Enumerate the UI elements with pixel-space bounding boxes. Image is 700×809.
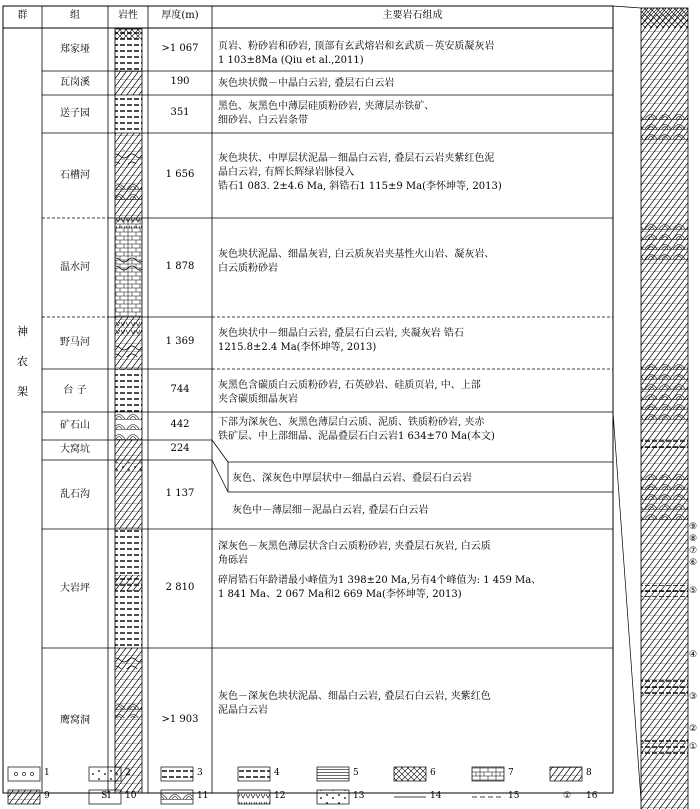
formation-name: 台 子 [63, 384, 87, 396]
description-line: 锆石1 083. 2±4.6 Ma, 斜锆石1 115±9 Ma(李怀坤等, 2013) [218, 181, 502, 192]
legend-number: 15 [508, 791, 520, 801]
formation-name: 瓦岗溪 [60, 77, 90, 88]
formation-thickness: 351 [170, 107, 190, 118]
legend-number: 16 [586, 791, 598, 801]
lithology-column [115, 29, 142, 793]
header-formation: 组 [70, 10, 80, 21]
legend-number: 6 [430, 768, 436, 778]
formation-name: 矿石山 [60, 420, 90, 431]
header-thickness: 厚度(m) [161, 10, 199, 21]
header-group: 群 [17, 10, 28, 21]
formation-description [232, 472, 610, 486]
description-line: 1 841 Ma、2 067 Ma和2 669 Ma(李怀坤等, 2013) [218, 589, 462, 600]
legend-number: 8 [586, 768, 592, 778]
legend-number: 5 [353, 768, 359, 778]
column-marker: ⑥ [689, 558, 698, 568]
formation-name: 大窝坑 [60, 444, 90, 455]
formation-description [218, 690, 610, 718]
column-marker: ⑤ [689, 586, 698, 596]
description-line: 白云质粉砂岩 [218, 263, 278, 274]
header-lithology: 岩性 [118, 10, 138, 21]
description-line: 灰色块状泥晶、细晶灰岩, 白云质灰岩夹基性火山岩、凝灰岩、 [218, 249, 495, 260]
description-line: 灰色、深灰色中厚层状中－细晶白云岩、叠层石白云岩 [232, 473, 472, 484]
formation-description [218, 152, 610, 194]
formation-name: 送子园 [60, 108, 90, 119]
legend-number: 4 [274, 768, 280, 778]
description-line: 灰色中－薄层细－泥晶白云岩, 叠层石白云岩 [232, 505, 429, 516]
formation-thickness: 1 137 [165, 487, 195, 499]
detail-column [613, 6, 688, 809]
formation-name: 大岩坪 [60, 582, 90, 594]
formation-name: 鹰窝洞 [60, 714, 90, 726]
description-line: 灰黑色含碳质白云质粉砂岩, 石英砂岩、硅质页岩, 中、上部 [218, 380, 481, 391]
formation-description [218, 77, 610, 91]
column-marker: ⑧ [689, 534, 698, 544]
column-marker: ② [689, 724, 698, 734]
formation-name: 温水河 [60, 261, 90, 273]
formation-name: 乱石沟 [60, 488, 90, 500]
legend-number: 9 [44, 791, 50, 801]
column-marker: ③ [689, 692, 698, 702]
description-line: 页岩、粉砂岩和砂岩, 顶部有玄武熔岩和玄武质－英安质凝灰岩 [218, 41, 495, 52]
formation-description [218, 248, 610, 276]
description-line: 1 103±8Ma (Qiu et al.,2011) [218, 55, 364, 66]
formation-thickness: 442 [170, 419, 190, 430]
group-char-1: 神 [17, 325, 28, 338]
description-line: 灰色块状微－中晶白云岩, 叠层石白云岩 [218, 78, 395, 89]
group-char-2: 农 [17, 355, 28, 368]
description-line: 细砂岩、白云岩条带 [218, 115, 308, 126]
formation-thickness: >1 903 [161, 713, 199, 725]
formation-description [218, 327, 610, 355]
formation-thickness: 744 [170, 383, 190, 395]
formation-description [232, 504, 610, 518]
legend-number: 14 [430, 791, 442, 801]
description-line: 碎屑锆石年龄谱最小峰值为1 398±20 Ma,另有4个峰值为: 1 459 Ma、 [218, 575, 542, 586]
legend-number: 10 [125, 791, 137, 801]
column-marker: ⑨ [689, 522, 698, 532]
legend-number: 12 [274, 791, 286, 801]
legend-symbol: SI [101, 791, 111, 801]
formation-description [218, 40, 610, 68]
formation-description [218, 100, 610, 128]
group-char-3: 架 [17, 385, 28, 398]
description-line: 夹含碳质细晶灰岩 [218, 394, 298, 405]
formation-thickness: 1 369 [165, 336, 195, 347]
column-marker: ① [689, 742, 698, 752]
description-line: 灰色－深灰色块状泥晶、细晶白云岩, 叠层石白云岩, 夹紫红色 [218, 691, 491, 702]
legend-number: 13 [353, 791, 365, 801]
column-marker: ④ [689, 650, 698, 660]
formation-thickness: 190 [170, 76, 190, 87]
formation-thickness: 1 878 [165, 260, 195, 272]
formation-name: 郑家垭 [60, 44, 90, 55]
header-composition: 主要岩石组成 [382, 10, 443, 21]
formation-thickness: >1 067 [161, 43, 199, 54]
legend-number: 2 [125, 768, 131, 778]
description-line: 灰色块状、中厚层状泥晶－细晶白云岩, 叠层石云岩夹紫红色泥 [218, 153, 495, 164]
description-line: 晶白云岩, 有辉长辉绿岩脉侵入 [218, 167, 355, 178]
description-line: 角砾岩 [218, 555, 248, 566]
column-marker: ⑦ [689, 546, 698, 556]
description-line: 黑色、灰黑色中薄层硅质粉砂岩, 夹薄层赤铁矿、 [218, 101, 435, 112]
description-line: 1215.8±2.4 Ma(李怀坤等, 2013) [218, 342, 377, 353]
legend-number: 3 [197, 768, 203, 778]
description-line: 泥晶白云岩 [218, 705, 268, 716]
formation-description [218, 540, 610, 602]
formation-description [218, 416, 610, 444]
formation-name: 石槽河 [60, 169, 90, 181]
description-line: 铁矿层、中上部细晶、泥晶叠层石白云岩1 634±70 Ma(本文) [218, 431, 495, 442]
legend-number: 1 [44, 768, 50, 778]
formation-thickness: 224 [170, 443, 190, 454]
formation-thickness: 2 810 [165, 581, 195, 593]
description-line: 灰色块状中－细晶白云岩, 叠层石白云岩, 夹凝灰岩 锆石 [218, 328, 464, 339]
formation-thickness: 1 656 [165, 168, 195, 180]
legend-number: 7 [508, 768, 514, 778]
description-line: 下部为深灰色、灰黑色薄层白云质、泥质、铁质粉砂岩, 夹赤 [218, 417, 485, 428]
formation-name: 野马河 [60, 337, 90, 348]
formation-description [218, 379, 610, 407]
legend-number: 11 [197, 791, 209, 801]
legend-symbol: ① [562, 791, 572, 801]
description-line: 深灰色－灰黑色薄层状含白云质粉砂岩, 夹叠层石灰岩, 白云质 [218, 541, 491, 552]
